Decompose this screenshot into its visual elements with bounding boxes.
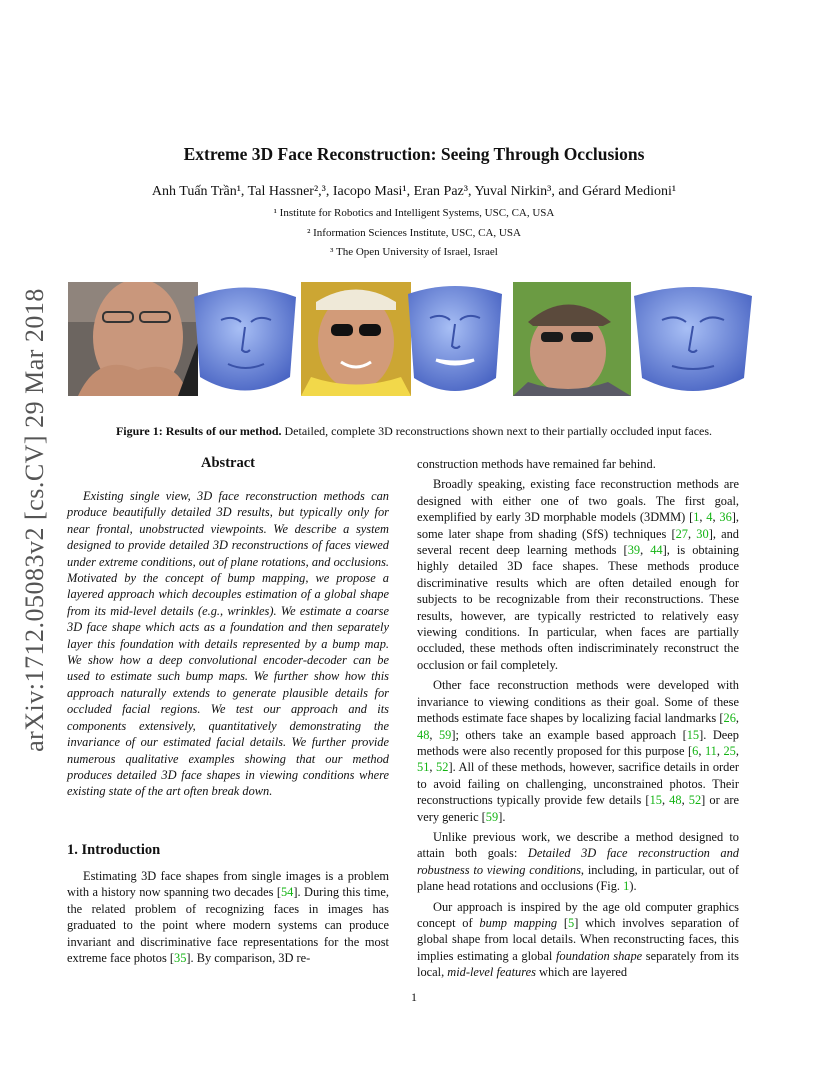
caption-label: Figure 1: Results of our method. [115,424,282,438]
reconstruction-2 [400,282,510,396]
text-span: ], some later shape from shading (SfS) techniques [ [417,510,739,541]
figure-caption [68,424,760,439]
abstract-body [67,488,389,800]
affiliation-3: ³ The Open University of Israel, Israel [330,246,498,258]
citation-link[interactable]: 30 [696,526,709,541]
paragraph-continued: construction methods have remained far behind. [417,457,656,471]
citation-link[interactable]: 27 [675,526,688,541]
abstract-heading: Abstract [201,455,255,471]
citation-link[interactable]: 59 [485,809,499,824]
figure-link[interactable]: 1 [623,879,630,894]
citation-link[interactable]: 15 [649,793,662,808]
citation-link[interactable]: 48 [669,793,682,808]
text-span: ). [629,879,637,894]
citation-link[interactable]: 35 [174,951,187,966]
citation-link[interactable]: 39 [627,543,641,558]
text-span: ] or are very generic [ [417,793,739,824]
emphasis-text: mid-level features [447,965,536,980]
text-span: which are layered [535,965,628,980]
reconstruction-1 [186,282,304,396]
text-span: Broadly speaking, existing face reconstruction methods are designed with either one of two goals. The first goal, exemplified by early 3D morphable models (3DMM) [ [417,477,739,525]
citation-link[interactable]: 6 [692,743,699,758]
text-span: ], and several recent deep learning methods [ [417,526,739,558]
intro-paragraph [67,868,389,966]
citation-link[interactable]: 1 [693,510,700,525]
paragraph-goals: Broadly speaking, existing face reconstruction methods are designed with either one of two goals. The first goal, exemplified by early 3D morphable models (3DMM) [1, 4, 36], some later shape from shading (SfS) techniques [27, 30], and several recent deep learning methods [39, 44], is obtaining highly detailed 3D face shapes. These methods produce discriminative results which are often detailed enough for subjects to be recognizable from their reconstructions. These results, however, are typically restricted to relatively easy viewing conditions. In particular, when faces are partially occluded, these methods often indiscriminately reconstruct the occlusion or fail completely. [417,477,740,672]
text-span: Other face reconstruction methods were developed with invariance to viewing conditions as their goal. Some of these methods estimate face shapes by localizing facial landmarks [ [417,678,739,726]
right-column [417,456,739,981]
citation-link[interactable]: 15 [686,727,700,742]
citation-link[interactable]: 51 [417,760,430,775]
figure-1 [68,282,760,396]
citation-link[interactable]: 11 [704,743,717,758]
input-photo-1 [68,282,198,396]
citation-link[interactable]: 5 [568,915,575,930]
emphasis-text: Detailed 3D face reconstruction and robustness to viewing conditions [417,846,739,877]
emphasis-text: bump mapping [479,915,558,930]
text-span: ]. [498,809,506,824]
text-span: Unlike previous work, we describe a method designed to attain both goals: [417,829,739,861]
text-span: ]. Deep methods were also recently proposed for this purpose [ [417,727,739,758]
text-span: ]. By comparison, 3D re- [186,951,311,966]
affiliation-2: ² Information Sciences Institute, USC, CA, USA [307,227,521,239]
citation-link[interactable]: 26 [723,711,736,726]
caption-text: Detailed, complete 3D reconstructions shown next to their partially occluded input faces. [281,424,713,438]
arxiv-stamp: arXiv:1712.05083v2 [cs.CV] 29 Mar 2018 [20,288,49,752]
text-span: ]; others take an example based approach [ [451,727,687,742]
citation-link[interactable]: 54 [280,885,294,900]
text-span: Our approach is inspired by the age old computer graphics concept of [417,899,739,930]
paragraph-our-goals [417,829,739,895]
text-span: ], is obtaining highly detailed 3D face shapes. These methods produce discriminative results which are often detailed enough for subjects to be recognizable from their reconstructions. These results, however, are typically restricted to relatively easy viewing conditions. In particular, when faces are partially occluded, these methods often indiscriminately reconstruct the occlusion or fail completely. [417,543,740,672]
citation-link[interactable]: 36 [719,510,732,525]
input-photo-3 [513,282,631,396]
paper-title: Extreme 3D Face Reconstruction: Seeing Through Occlusions [183,144,645,164]
text-span: ]. All of these methods, however, sacrifice details in order to avoid failing on challenging, unconstrained photos. Their reconstructions typically provide few details [ [417,760,739,808]
reconstruction-3 [626,282,760,396]
text-span: ] which involves separation of global shape from local details. When reconstructing faces, this implies estimating a global [417,915,740,963]
text-span: separately from its local, [417,948,740,980]
citation-link[interactable]: 4 [706,510,713,525]
citation-link[interactable]: 52 [688,793,702,808]
citation-link[interactable]: 48 [417,727,430,742]
citation-link[interactable]: 25 [723,743,736,758]
emphasis-text: foundation shape [555,948,643,963]
page-number: 1 [411,990,417,1004]
paragraph-other-methods: Other face reconstruction methods were developed with invariance to viewing conditions as their goal. Some of these methods estimate face shapes by localizing facial landmarks [26, 48, 59]; others take an example based approach [15]. Deep methods were also recently proposed for this purpose [6, 11, 25, 51, 52]. All of these methods, however, sacrifice details in order to avoid failing on challenging, unconstrained photos. Their reconstructions typically provide few details [15, 48, 52] or are very generic [59]. [417,678,739,824]
citation-link[interactable]: 52 [436,760,449,775]
affiliation-1: ¹ Institute for Robotics and Intelligent Systems, USC, CA, USA [273,207,555,219]
input-photo-2 [301,282,411,396]
citation-link[interactable]: 44 [650,543,663,558]
text-span: ]. During this time, the related problem of recognizing faces in images has graduated to the point where modern systems can produce invariant and discriminative face representations for the most extreme face photos [ [67,885,389,966]
text-span: , including, in particular, out of plane head rotations and occlusions (Fig. [417,862,739,894]
intro-body [67,868,389,966]
author-list: Anh Tuấn Trần¹, Tal Hassner²,³, Iacopo Masi¹, Eran Paz³, Yuval Nirkin³, and Gérard Medioni¹ [151,184,677,199]
intro-heading: 1. Introduction [67,842,161,858]
text-span: [ [557,915,569,930]
paragraph-approach [417,899,739,981]
citation-link[interactable]: 59 [438,727,452,742]
abstract-text: Existing single view, 3D face reconstruction methods can produce beautifully detailed 3D results, but typically only for near frontal, unobstructed viewpoints. We describe a system designed to provide detailed 3D reconstructions of faces viewed under extreme conditions, out of plane rotations, and occlusions. Motivated by the concept of bump mapping, we propose a layered approach which decouples estimation of a global shape from its mid-level details (e.g., wrinkles). We estimate a coarse 3D face shape which acts as a foundation and then separately layer this foundation with details represented by a bump map. We show how a deep convolutional encoder-decoder can be used to estimate such bump maps. We further show how this approach naturally extends to generate plausible details for occluded facial regions. We test our approach and its components extensively, quantitatively demonstrating the invariance of our estimated facial details. We further provide numerous qualitative examples showing that our method produces detailed 3D face shapes in viewing conditions where existing state of the art often break down. [67,489,389,799]
text-span: Estimating 3D face shapes from single images is a problem with a history now spanning two decades [ [67,869,389,900]
